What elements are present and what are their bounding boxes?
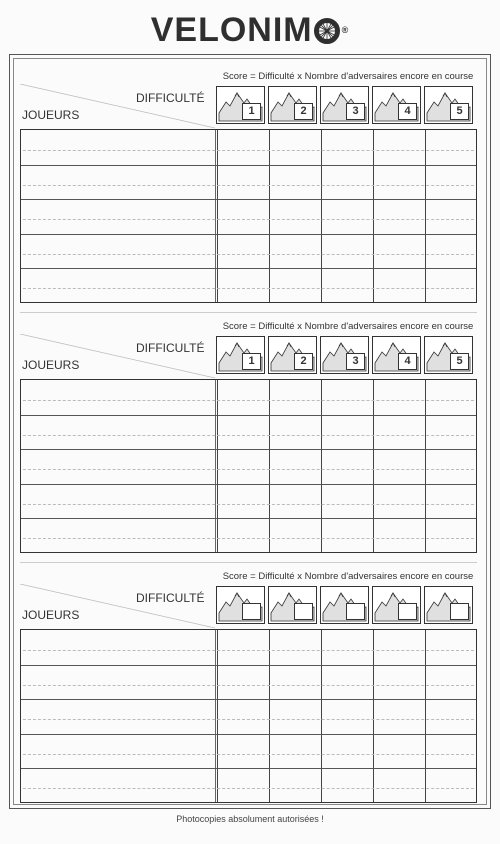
score-cell[interactable] [217,518,269,553]
score-cell[interactable] [373,199,425,234]
score-cell[interactable] [425,699,477,734]
difficulty-level-box[interactable] [346,603,365,620]
score-cell[interactable] [217,484,269,519]
difficulty-level-box[interactable]: 3 [346,103,365,120]
player-name-field[interactable] [21,630,215,665]
score-cell[interactable] [269,484,321,519]
score-grid [20,379,477,553]
players-label: JOUEURS [22,358,80,372]
difficulty-level-box[interactable] [242,603,261,620]
player-name-field[interactable] [21,268,215,303]
footer-note: Photocopies absolument autorisées ! [176,814,324,824]
player-name-field[interactable] [21,449,215,484]
difficulty-level-box[interactable]: 4 [398,353,417,370]
difficulty-header-4 [372,586,421,624]
score-cell[interactable] [269,268,321,303]
score-cell[interactable] [217,630,269,665]
score-cell[interactable] [425,518,477,553]
score-cell[interactable] [425,630,477,665]
score-formula: Score = Difficulté x Nombre d'adversaires encore en course [222,71,474,82]
player-name-field[interactable] [21,518,215,553]
score-cell[interactable] [217,199,269,234]
score-cell[interactable] [321,734,373,769]
score-cell[interactable] [425,665,477,700]
score-cell[interactable] [373,699,425,734]
score-cell[interactable] [321,699,373,734]
score-cell[interactable] [373,630,425,665]
score-cell[interactable] [321,380,373,415]
logo [0,10,500,50]
score-cell[interactable] [373,165,425,200]
score-formula: Score = Difficulté x Nombre d'adversaires encore en course [222,571,474,582]
player-name-field[interactable] [21,665,215,700]
score-cell[interactable] [269,199,321,234]
score-cell[interactable] [373,518,425,553]
score-cell[interactable] [321,165,373,200]
difficulty-level-box[interactable]: 4 [398,103,417,120]
score-cell[interactable] [217,234,269,269]
score-cell[interactable] [373,768,425,803]
score-cell[interactable] [321,415,373,450]
score-cell[interactable] [269,768,321,803]
score-cell[interactable] [321,665,373,700]
score-cell[interactable] [269,665,321,700]
score-cell[interactable] [321,630,373,665]
difficulty-header-2 [268,336,317,374]
difficulty-header-5 [424,586,473,624]
section-divider [20,312,477,313]
score-cell[interactable] [217,699,269,734]
difficulty-label: DIFFICULTÉ [136,591,205,605]
score-cell[interactable] [321,484,373,519]
difficulty-header-4 [372,336,421,374]
score-cell[interactable] [425,130,477,165]
score-cell[interactable] [217,768,269,803]
difficulty-level-box[interactable]: 2 [294,353,313,370]
player-name-field[interactable] [21,130,215,165]
score-cell[interactable] [269,165,321,200]
section-divider [20,562,477,563]
difficulty-label: DIFFICULTÉ [136,91,205,105]
score-cell[interactable] [425,165,477,200]
score-cell[interactable] [217,665,269,700]
score-cell[interactable] [373,380,425,415]
score-cell[interactable] [217,734,269,769]
score-cell[interactable] [269,734,321,769]
difficulty-header-1 [216,586,265,624]
score-cell[interactable] [269,130,321,165]
score-cell[interactable] [269,630,321,665]
difficulty-header-3 [320,336,369,374]
difficulty-label: DIFFICULTÉ [136,341,205,355]
score-cell[interactable] [269,449,321,484]
score-cell[interactable] [217,130,269,165]
score-cell[interactable] [321,268,373,303]
score-cell[interactable] [373,484,425,519]
score-cell[interactable] [269,415,321,450]
logo-text: VELONIM [150,11,313,49]
score-cell[interactable] [373,449,425,484]
difficulty-header-1 [216,86,265,124]
score-cell[interactable] [425,415,477,450]
difficulty-level-box[interactable]: 3 [346,353,365,370]
score-cell[interactable] [373,130,425,165]
player-name-field[interactable] [21,768,215,803]
player-name-field[interactable] [21,415,215,450]
difficulty-header-5 [424,336,473,374]
player-name-field[interactable] [21,380,215,415]
score-formula: Score = Difficulté x Nombre d'adversaires encore en course [222,321,474,332]
players-label: JOUEURS [22,608,80,622]
score-cell[interactable] [425,380,477,415]
player-name-field[interactable] [21,199,215,234]
difficulty-header-2 [268,586,317,624]
score-cell[interactable] [373,734,425,769]
players-label: JOUEURS [22,108,80,122]
difficulty-level-box[interactable] [294,603,313,620]
score-cell[interactable] [321,518,373,553]
difficulty-header-3 [320,586,369,624]
player-name-field[interactable] [21,484,215,519]
score-cell[interactable] [425,199,477,234]
score-cell[interactable] [425,268,477,303]
score-grid [20,629,477,803]
registered-mark: ® [341,25,350,35]
difficulty-header-2 [268,86,317,124]
player-name-field[interactable] [21,699,215,734]
score-cell[interactable] [425,449,477,484]
score-cell[interactable] [425,234,477,269]
score-cell[interactable] [321,199,373,234]
score-cell[interactable] [217,268,269,303]
player-name-field[interactable] [21,234,215,269]
score-cell[interactable] [373,268,425,303]
difficulty-level-box[interactable]: 5 [450,103,469,120]
score-cell[interactable] [321,234,373,269]
score-cell[interactable] [269,518,321,553]
player-name-field[interactable] [21,165,215,200]
score-cell[interactable] [217,449,269,484]
difficulty-level-box[interactable]: 5 [450,353,469,370]
score-cell[interactable] [425,768,477,803]
difficulty-header-1 [216,336,265,374]
score-grid [20,129,477,303]
score-cell[interactable] [217,380,269,415]
difficulty-level-box[interactable] [398,603,417,620]
difficulty-level-box[interactable]: 2 [294,103,313,120]
score-cell[interactable] [321,449,373,484]
score-cell[interactable] [217,415,269,450]
difficulty-header-5 [424,86,473,124]
difficulty-level-box[interactable] [450,603,469,620]
score-cell[interactable] [321,768,373,803]
score-cell[interactable] [269,699,321,734]
difficulty-level-box[interactable]: 1 [242,353,261,370]
difficulty-header-3 [320,86,369,124]
player-name-field[interactable] [21,734,215,769]
score-cell[interactable] [373,234,425,269]
score-cell[interactable] [425,734,477,769]
score-cell[interactable] [373,665,425,700]
score-cell[interactable] [373,415,425,450]
score-cell[interactable] [425,484,477,519]
score-cell[interactable] [269,380,321,415]
score-cell[interactable] [321,130,373,165]
wheel-icon [314,18,340,44]
score-cell[interactable] [217,165,269,200]
difficulty-header-4 [372,86,421,124]
difficulty-level-box[interactable]: 1 [242,103,261,120]
score-cell[interactable] [269,234,321,269]
